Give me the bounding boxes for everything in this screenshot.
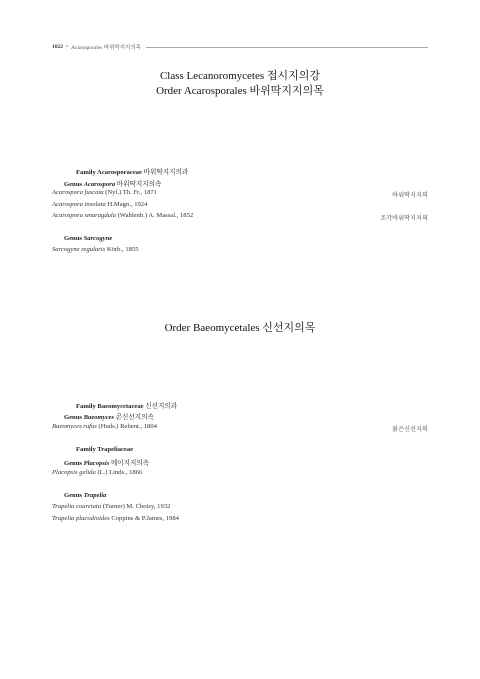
species-author: Körb., 1855 [106, 246, 139, 253]
family-kr: 바위딱지지의과 [143, 169, 189, 176]
genus-name: Acarospora [83, 181, 116, 188]
genus-heading [64, 411, 154, 421]
species-entry [52, 515, 179, 522]
species-name: Trapelia placodioides [52, 515, 110, 522]
genus-heading [64, 457, 149, 467]
family-heading [76, 400, 177, 410]
genus-label: Genus [64, 492, 82, 499]
species-name: Baeomyces rufus [52, 423, 97, 430]
genus-label: Genus [64, 414, 82, 421]
species-name: Acarospora insolata [52, 201, 106, 208]
species-name: Trapelia coarctata [52, 503, 102, 510]
order-title-acarosporales: Order Acarosporales 바위딱지지의목 [156, 85, 324, 97]
species-entry [52, 189, 157, 196]
species-kr-name: 조각바위딱지지의 [380, 215, 428, 222]
family-label: Family Trapeliaceae [76, 446, 134, 453]
species-name: Acarospora fuscata [52, 189, 104, 196]
species-author: H.Magn., 1924 [107, 201, 148, 208]
species-name: Acarospora smaragdula [52, 212, 117, 219]
species-author: (L.) Linds., 1866 [97, 469, 143, 476]
species-kr-name: 바위딱지지의 [392, 192, 428, 199]
genus-label: Genus [64, 235, 82, 242]
species-name: Placopsis gelida [52, 469, 96, 476]
genus-name: Placopsis [83, 460, 110, 467]
species-entry [52, 469, 142, 476]
class-title: Class Lecanoromycetes 접시지의강 [159, 70, 321, 82]
species-entry [52, 201, 147, 208]
family-heading [76, 166, 188, 176]
species-entry [52, 212, 193, 219]
header-separator: • [66, 44, 68, 50]
species-author: (Turner) M. Choisy, 1932 [102, 503, 171, 510]
genus-kr: 콘신선지의속 [115, 414, 154, 421]
genus-heading [64, 178, 161, 188]
species-author: (Nyl.) Th. Fr., 1871 [105, 189, 157, 196]
species-entry [52, 503, 170, 510]
family-label: Family Acarosporaceae [76, 169, 142, 176]
species-author: (Wahlenb.) A. Massal., 1852 [117, 212, 194, 219]
genus-name: Sarcogyne [83, 235, 113, 242]
running-title: Acarosporales 바위딱지지의목 [70, 45, 141, 51]
genus-label: Genus [64, 181, 82, 188]
species-name: Sarcogyne regularis [52, 246, 106, 253]
genus-label: Genus [64, 460, 82, 467]
header-rule [146, 47, 428, 48]
page-number: 1022 [52, 44, 63, 50]
genus-heading [64, 235, 112, 242]
genus-heading [64, 492, 106, 499]
species-entry [52, 246, 139, 253]
family-heading [76, 446, 133, 453]
species-author: Coppins & P.James, 1984 [111, 515, 179, 522]
family-label: Family Baeomycetaceae [76, 403, 144, 410]
genus-kr: 바위딱지지의속 [116, 181, 162, 188]
running-header [52, 42, 428, 52]
order-title-baeomycetales: Order Baeomycetales 신선지의목 [164, 322, 316, 334]
family-kr: 신선지의과 [145, 403, 178, 410]
species-entry [52, 423, 157, 430]
genus-name: Trapelia [83, 492, 107, 499]
genus-kr: 메이지지의속 [110, 460, 150, 467]
species-author: (Huds.) Rebent., 1804 [98, 423, 157, 430]
species-kr-name: 붉은신선지의 [392, 426, 428, 433]
genus-name: Baeomyces [83, 414, 115, 421]
